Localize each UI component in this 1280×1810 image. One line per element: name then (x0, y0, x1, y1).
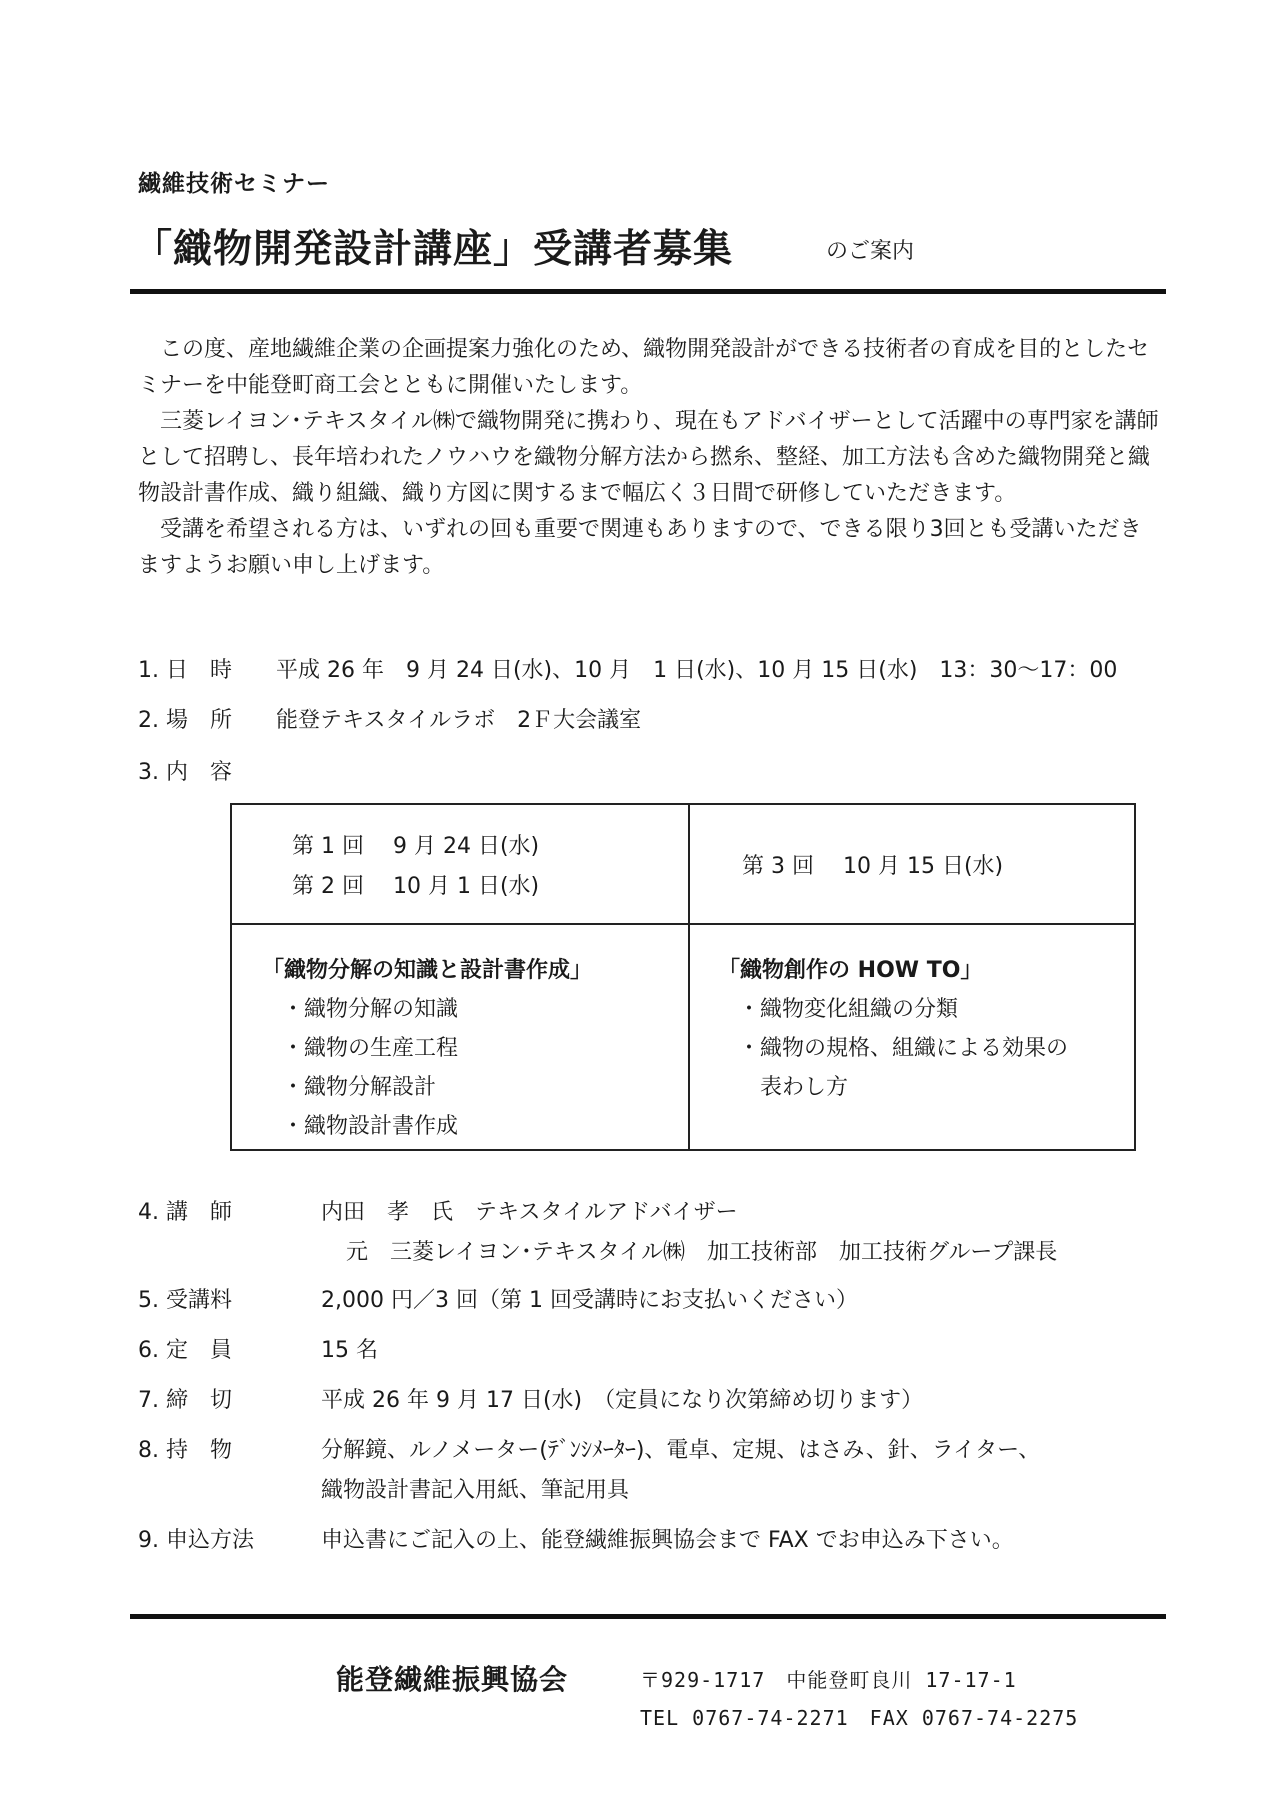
seminar-subtitle: 繊維技術セミナー (138, 171, 330, 197)
page-title: 「織物開発設計講座」受講者募集 (133, 227, 734, 272)
capacity-value: 15 名 (321, 1338, 378, 1363)
deadline-label: 7. 締 切 (138, 1388, 232, 1413)
session-2: 第 2 回 10 月 1 日(水) (292, 874, 540, 899)
place-label: 2. 場 所 (138, 708, 232, 733)
lecturer-label: 4. 講 師 (138, 1200, 232, 1225)
intro-text (138, 332, 1162, 584)
place-value: 能登テキスタイルラボ 2Ｆ大会議室 (276, 708, 642, 733)
session-1: 第 1 回 9 月 24 日(水) (292, 834, 540, 859)
belongings-value-2: 織物設計書記入用紙、筆記用具 (321, 1478, 630, 1503)
organization-address: 〒929-1717 中能登町良川 17-17-1 (640, 1668, 1017, 1692)
fee-label: 5. 受講料 (138, 1288, 232, 1313)
apply-value: 申込書にご記入の上、能登繊維振興協会まで FAX でお申込み下さい。 (321, 1528, 1014, 1553)
intro-paragraph-2: 三菱レイヨン･テキスタイル㈱で織物開発に携わり、現在もアドバイザーとして活躍中の専門家を講師として招聘し、長年培われたノウハウを織物分解方法から撚糸、整経、加工方法も含めた織物開発と織物設計書作成、織り組織、織り方図に関するまで幅広く３日間で研修していただきます。 (138, 409, 1159, 506)
bullet-right-3: 表わし方 (738, 1075, 849, 1100)
schedule-left-head (231, 804, 689, 924)
bullet-left-2: ・織物の生産工程 (282, 1036, 459, 1061)
content-label: 3. 内 容 (138, 760, 232, 785)
schedule-table (230, 803, 1136, 1151)
title-suffix: のご案内 (826, 239, 915, 264)
capacity-label: 6. 定 員 (138, 1338, 232, 1363)
belongings-label: 8. 持 物 (138, 1438, 232, 1463)
session-3: 第 3 回 10 月 15 日(水) (742, 854, 1004, 879)
topic-right: 「織物創作の HOW TO」 (718, 958, 983, 983)
bullet-left-1: ・織物分解の知識 (282, 997, 459, 1022)
deadline-value: 平成 26 年 9 月 17 日(水) （定員になり次第締め切ります） (321, 1388, 924, 1413)
apply-label: 9. 申込方法 (138, 1528, 254, 1553)
organization-contact: TEL 0767-74-2271 FAX 0767-74-2275 (640, 1706, 1079, 1730)
intro-paragraph-3: 受講を希望される方は、いずれの回も重要で関連もありますので、できる限り3回とも受講いただきますようお願い申し上げます。 (138, 517, 1142, 578)
bullet-left-3: ・織物分解設計 (282, 1075, 437, 1100)
belongings-value-1: 分解鏡、ルノメーター(ﾃﾞﾝｼﾒｰﾀｰ)、電卓、定規、はさみ、針、ライター、 (321, 1438, 1041, 1463)
fee-value: 2,000 円／3 回（第 1 回受講時にお支払いください） (321, 1288, 858, 1313)
schedule-right-body (689, 924, 1135, 1150)
bullet-right-1: ・織物変化組織の分類 (738, 997, 959, 1022)
lecturer-value-2: 元 三菱レイヨン･テキスタイル㈱ 加工技術部 加工技術グループ課長 (346, 1240, 1058, 1265)
schedule-right-head (689, 804, 1135, 924)
date-value: 平成 26 年 9 月 24 日(水)、10 月 1 日(水)、10 月 15 日(水) 13：30～17：00 (276, 658, 1118, 683)
topic-left: 「織物分解の知識と設計書作成」 (262, 958, 593, 983)
footer-divider (130, 1614, 1166, 1619)
lecturer-value-1: 内田 孝 氏 テキスタイルアドバイザー (321, 1200, 738, 1225)
bullet-left-4: ・織物設計書作成 (282, 1114, 459, 1139)
header-divider (130, 289, 1166, 294)
organization-name: 能登繊維振興協会 (336, 1663, 569, 1696)
intro-paragraph-1: この度、産地繊維企業の企画提案力強化のため、織物開発設計ができる技術者の育成を目的としたセミナーを中能登町商工会とともに開催いたします。 (138, 337, 1150, 398)
date-label: 1. 日 時 (138, 658, 232, 683)
bullet-right-2: ・織物の規格、組織による効果の (738, 1036, 1069, 1061)
schedule-left-body (231, 924, 689, 1150)
